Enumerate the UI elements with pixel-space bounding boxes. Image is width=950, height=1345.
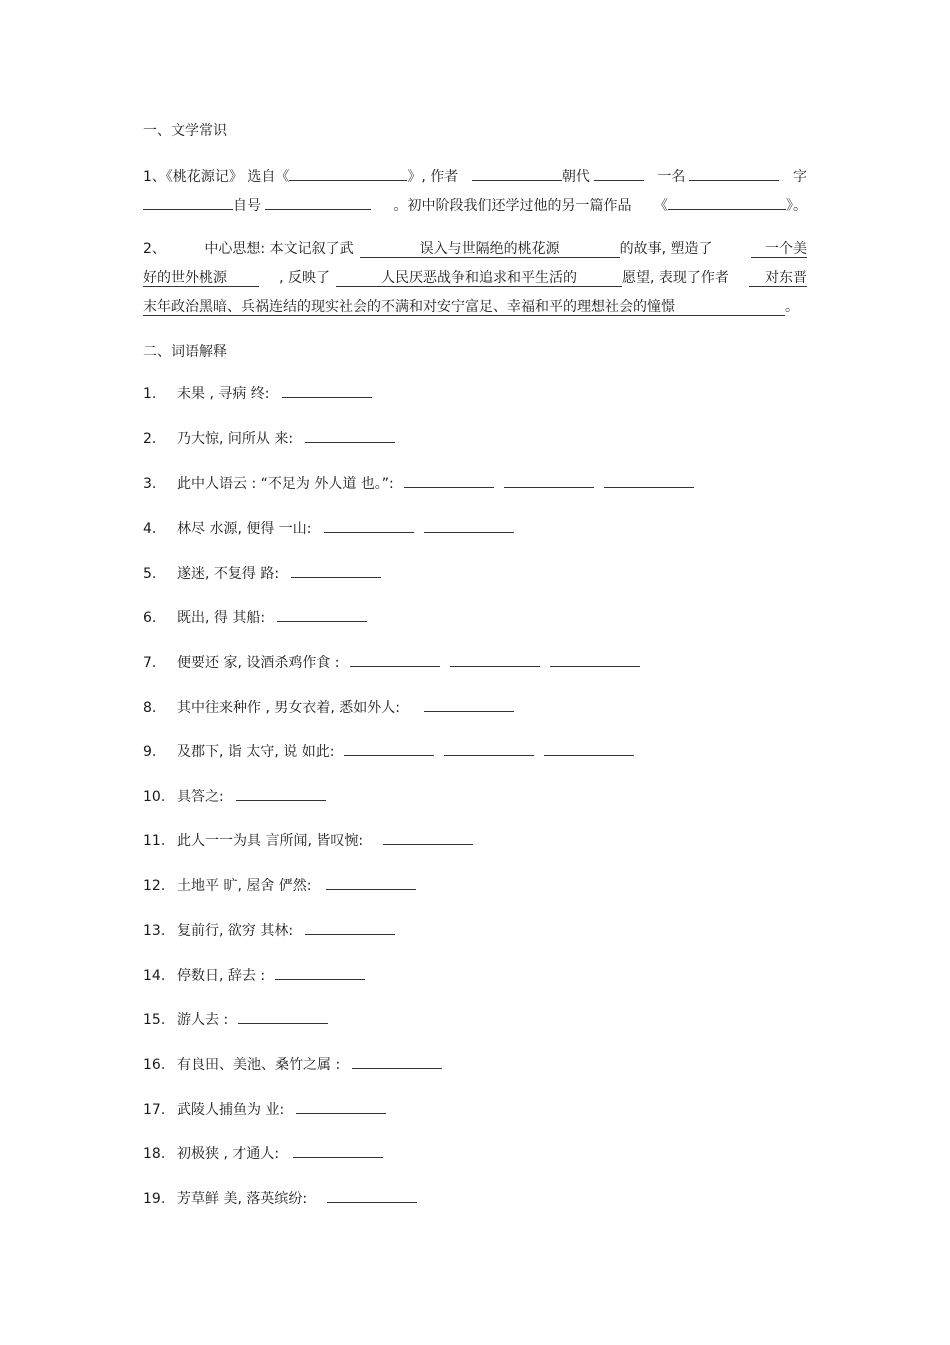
answer-blank[interactable] [282, 383, 372, 398]
answer-blank[interactable] [277, 607, 367, 622]
answer-blank[interactable] [450, 652, 540, 667]
blank-courtesy-name[interactable] [143, 195, 233, 210]
vocab-item: 13. 复前行, 欲穷 其林: [143, 920, 395, 940]
blank-source-book[interactable] [289, 166, 407, 181]
answer-portrayal-part-1[interactable]: 一个美 [751, 241, 807, 258]
vocab-item: 15. 游人去 : [143, 1009, 328, 1029]
vocab-item: 9. 及郡下, 诣 太守, 说 如此: [143, 741, 634, 761]
answer-expression-part-1[interactable]: 对东晋 [749, 270, 807, 287]
vocab-item: 1. 未果 , 寻病 终: [143, 383, 372, 403]
vocab-item: 16. 有良田、美池、桑竹之属 : [143, 1054, 442, 1074]
answer-blank[interactable] [326, 875, 416, 890]
section-heading-literary: 一、文学常识 [143, 123, 227, 139]
q2-text-a: 中心思想: 本文记叙了武 误入与世隔绝的桃花源 的故事, 塑造了 [204, 241, 713, 257]
answer-blank[interactable] [291, 563, 381, 578]
answer-blank[interactable] [604, 473, 694, 488]
q1-text-courtesy: 字 [793, 169, 807, 185]
answer-blank[interactable] [293, 1143, 383, 1158]
answer-blank[interactable] [305, 920, 395, 935]
vocab-item: 3. 此中人语云 : “不足为 外人道 也。”: [143, 473, 694, 493]
vocab-item: 2. 乃大惊, 问所从 来: [143, 428, 395, 448]
blank-alias[interactable] [689, 166, 779, 181]
answer-blank[interactable] [383, 830, 473, 845]
question-2-line-3: 末年政治黑暗、兵祸连结的现实社会的不满和对安宁富足、幸福和平的理想社会的憧憬 。 [143, 299, 799, 315]
vocab-item: 6. 既出, 得 其船: [143, 607, 367, 627]
answer-reflection[interactable]: 人民厌恶战争和追求和平生活的 [336, 270, 622, 287]
vocab-item: 4. 林尽 水源, 便得 一山: [143, 518, 514, 538]
answer-blank[interactable] [324, 518, 414, 533]
answer-blank[interactable] [296, 1099, 386, 1114]
answer-blank[interactable] [352, 1054, 442, 1069]
vocab-item: 14. 停数日, 辞去 : [143, 965, 365, 985]
answer-portrayal-part-2[interactable]: 好的世外桃源 [143, 270, 259, 287]
vocab-item: 10. 具答之: [143, 786, 326, 806]
vocab-item: 12. 土地平 旷, 屋舍 俨然: [143, 875, 416, 895]
q1-text-author: 朝代 [472, 166, 644, 186]
blank-self-title[interactable] [265, 195, 371, 210]
q1-text-other-work-title: 《 》。 [654, 195, 807, 215]
vocab-item: 17. 武陵人捕鱼为 业: [143, 1099, 386, 1119]
q2-text-b: , 反映了 人民厌恶战争和追求和平生活的 愿望, 表现了作者 [279, 270, 729, 286]
q1-text-source: 1、《桃花源记》 选自《 》, 作者 [143, 166, 458, 186]
vocab-item: 18. 初极狭 , 才通人: [143, 1143, 383, 1163]
section-heading-vocabulary: 二、词语解释 [143, 344, 227, 360]
blank-dynasty[interactable] [594, 166, 644, 181]
question-1-line-1 [143, 166, 807, 186]
answer-blank[interactable] [305, 428, 395, 443]
answer-blank[interactable] [404, 473, 494, 488]
answer-blank[interactable] [344, 741, 434, 756]
vocab-item: 8. 其中往来种作 , 男女衣着, 悉如外人: [143, 697, 514, 717]
answer-blank[interactable] [424, 697, 514, 712]
answer-blank[interactable] [550, 652, 640, 667]
vocab-item: 11. 此人一一为具 言所闻, 皆叹惋: [143, 830, 473, 850]
q1-text-alias: 一名 [657, 166, 779, 186]
answer-blank[interactable] [327, 1188, 417, 1203]
blank-other-work[interactable] [668, 195, 786, 210]
q1-text-other-work: 。初中阶段我们还学过他的另一篇作品 [393, 198, 632, 214]
answer-blank[interactable] [275, 965, 365, 980]
q2-number: 2、 [143, 241, 166, 257]
answer-story-summary[interactable]: 误入与世隔绝的桃花源 [360, 241, 620, 258]
vocab-item: 5. 遂迷, 不复得 路: [143, 563, 381, 583]
answer-blank[interactable] [504, 473, 594, 488]
answer-blank[interactable] [444, 741, 534, 756]
vocab-item: 19. 芳草鲜 美, 落英缤纷: [143, 1188, 417, 1208]
question-2-line-1 [143, 240, 807, 258]
answer-blank[interactable] [424, 518, 514, 533]
answer-blank[interactable] [350, 652, 440, 667]
vocab-item: 7. 便要还 家, 设酒杀鸡作食 : [143, 652, 640, 672]
answer-expression-part-2[interactable]: 末年政治黑暗、兵祸连结的现实社会的不满和对安宁富足、幸福和平的理想社会的憧憬 [143, 299, 785, 316]
question-1-line-2 [143, 195, 807, 215]
answer-blank[interactable] [238, 1009, 328, 1024]
blank-author[interactable] [472, 166, 562, 181]
q1-text-courtesy-name: 自号 [143, 195, 371, 215]
answer-blank[interactable] [544, 741, 634, 756]
question-2-line-2 [143, 269, 807, 287]
answer-blank[interactable] [236, 786, 326, 801]
